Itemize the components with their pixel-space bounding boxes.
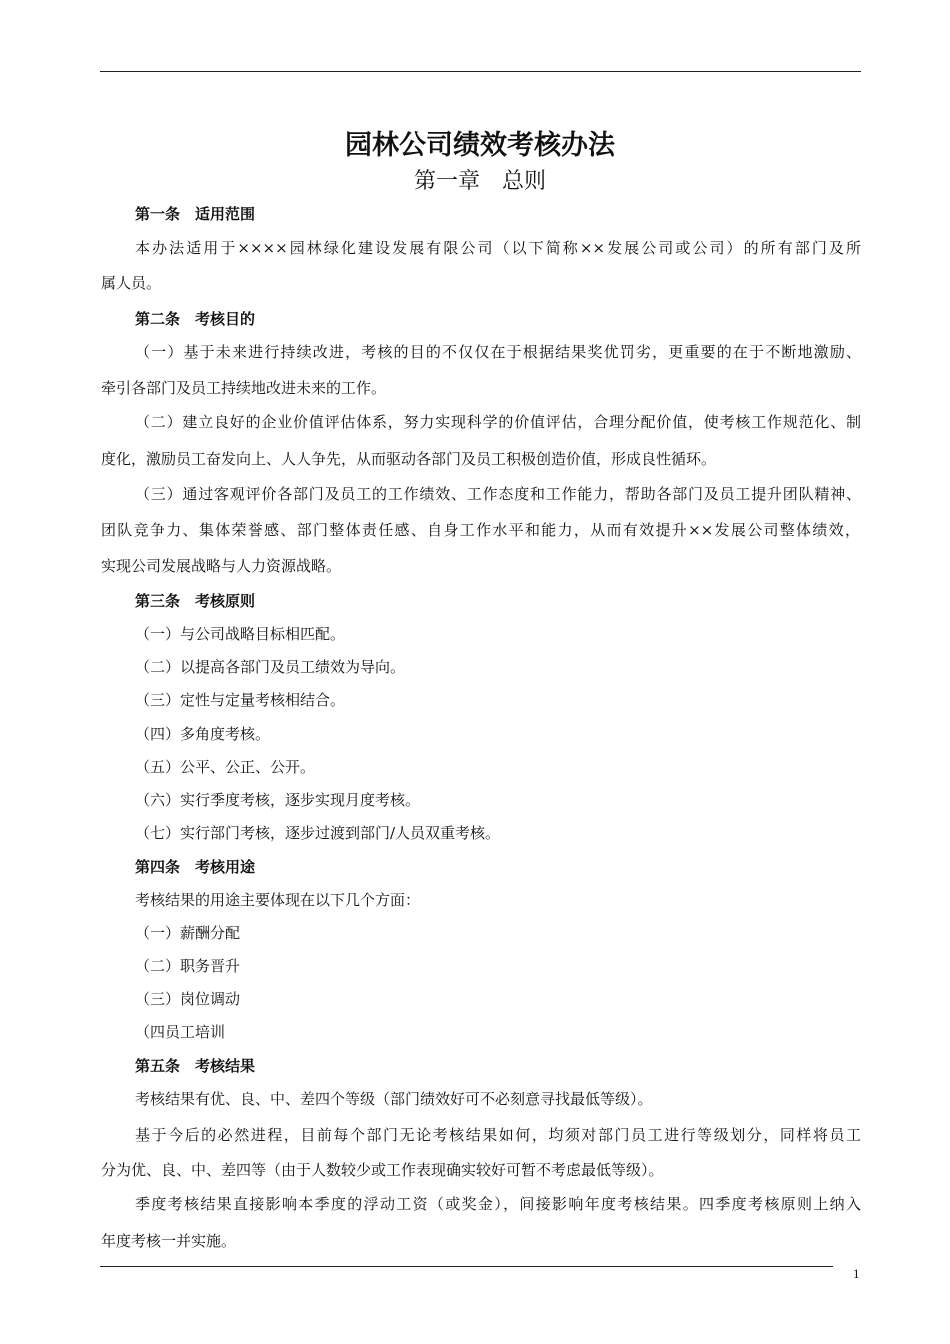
list-item: （三）岗位调动 (135, 990, 241, 1008)
paragraph-line: 年度考核一并实施。 (101, 1232, 237, 1250)
list-item: （三）定性与定量考核相结合。 (135, 691, 346, 709)
paragraph-line: （一）基于未来进行持续改进，考核的目的不仅仅在于根据结果奖优罚劣，更重要的在于不断地激励、 (135, 343, 861, 361)
article-heading: 第三条 考核原则 (135, 592, 256, 610)
paragraph-line: 季度考核结果直接影响本季度的浮动工资（或奖金），间接影响年度考核结果。四季度考核原则上纳入 (135, 1195, 861, 1213)
document-title: 园林公司绩效考核办法 (345, 130, 615, 161)
paragraph-line: 团队竞争力、集体荣誉感、部门整体责任感、自身工作水平和能力，从而有效提升××发展公司整体绩效， (101, 521, 860, 539)
paragraph-line: 属人员。 (101, 274, 162, 292)
list-item: （二）以提高各部门及员工绩效为导向。 (135, 658, 406, 676)
paragraph-line: 基于今后的必然进程，目前每个部门无论考核结果如何，均须对部门员工进行等级划分，同样将员工 (135, 1126, 861, 1144)
paragraph-line: （三）通过客观评价各部门及员工的工作绩效、工作态度和工作能力，帮助各部门及员工提升团队精神、 (135, 485, 861, 503)
list-item: （一）与公司战略目标相匹配。 (135, 625, 346, 643)
article-heading: 第二条 考核目的 (135, 310, 256, 328)
list-item: （一）薪酬分配 (135, 924, 241, 942)
footer-rule (100, 1266, 833, 1267)
paragraph-line: 度化，激励员工奋发向上、人人争先，从而驱动各部门及员工积极创造价值，形成良性循环。 (101, 450, 717, 468)
chapter-title: 第一章 总则 (413, 169, 546, 194)
list-item: （四）多角度考核。 (135, 725, 271, 743)
paragraph-line: 分为优、良、中、差四等（由于人数较少或工作表现确实较好可暂不考虑最低等级）。 (101, 1161, 664, 1179)
list-item: （六）实行季度考核，逐步实现月度考核。 (135, 791, 421, 809)
paragraph-line: 牵引各部门及员工持续地改进未来的工作。 (101, 379, 387, 397)
paragraph-line: （二）建立良好的企业价值评估体系，努力实现科学的价值评估，合理分配价值，使考核工作规范化、制 (135, 413, 861, 431)
page-number: 1 (853, 1266, 860, 1281)
paragraph-line: 考核结果的用途主要体现在以下几个方面： (135, 891, 421, 909)
paragraph-line: 考核结果有优、良、中、差四个等级（部门绩效好可不必刻意寻找最低等级）。 (135, 1090, 653, 1108)
list-item: （五）公平、公正、公开。 (135, 758, 316, 776)
article-heading: 第五条 考核结果 (135, 1057, 256, 1075)
list-item: （二）职务晋升 (135, 957, 241, 975)
list-item: （七）实行部门考核，逐步过渡到部门/人员双重考核。 (135, 824, 501, 842)
header-rule (100, 71, 861, 72)
article-heading: 第一条 适用范围 (135, 205, 256, 223)
paragraph-line: 本办法适用于××××园林绿化建设发展有限公司（以下简称××发展公司或公司）的所有部门及所 (135, 239, 861, 257)
list-item: （四员工培训 (135, 1023, 226, 1041)
paragraph-line: 实现公司发展战略与人力资源战略。 (101, 557, 342, 575)
article-heading: 第四条 考核用途 (135, 858, 256, 876)
